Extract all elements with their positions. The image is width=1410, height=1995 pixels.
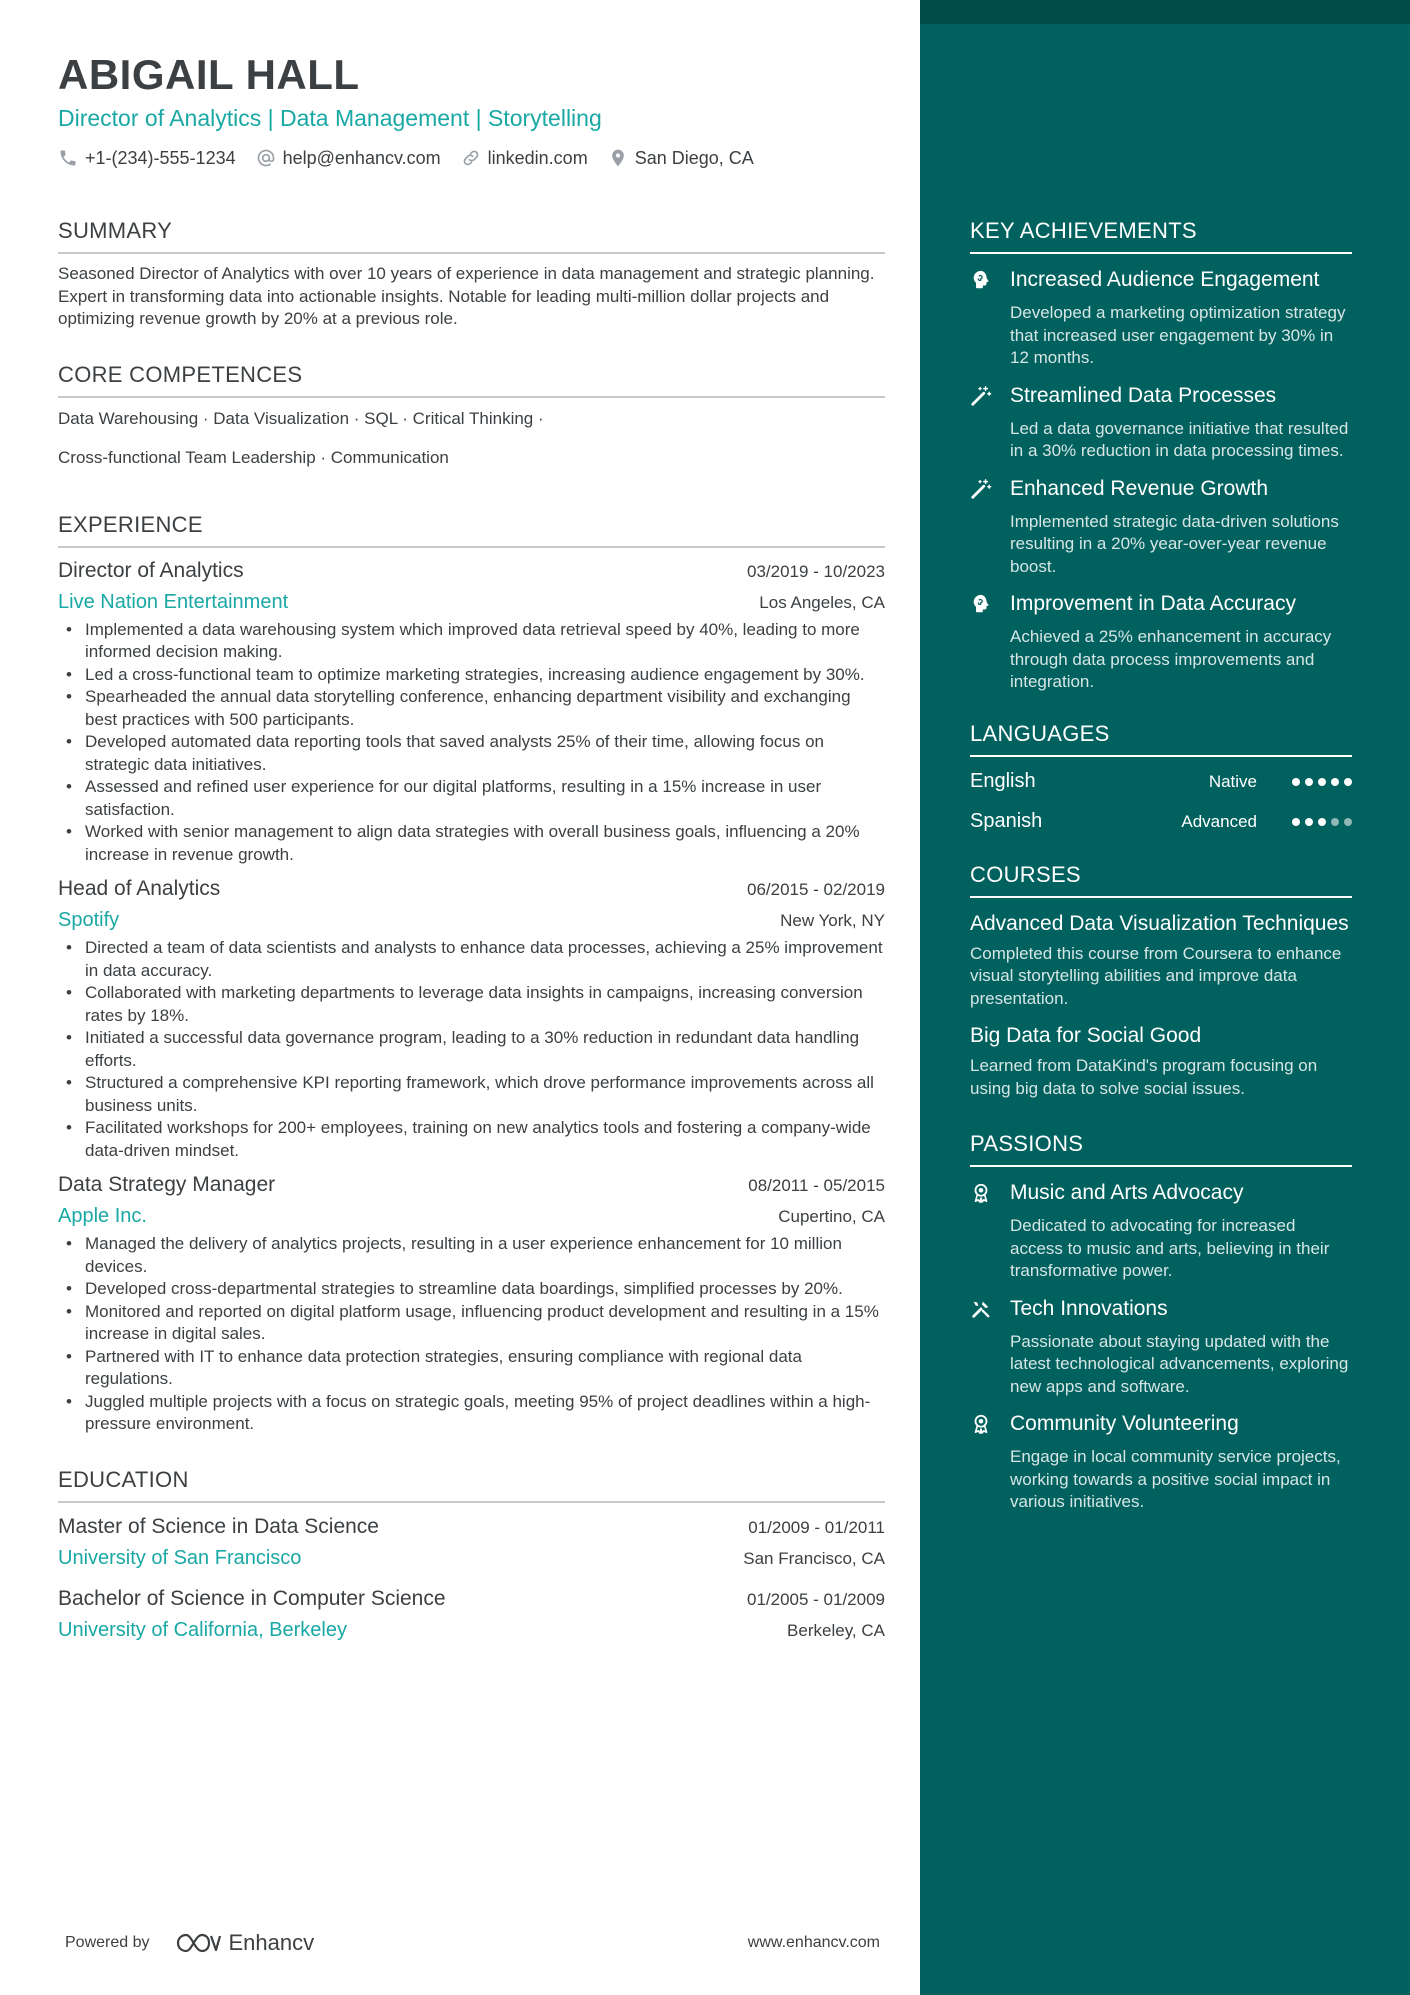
language-name: English: [970, 770, 1036, 792]
degree-school-row: [58, 1613, 885, 1643]
passion-item-body: [1010, 1179, 1352, 1283]
job-bullets: [58, 619, 885, 867]
enhancv-brand-text: Enhancv: [228, 1930, 315, 1955]
job-bullet: • Collaborated with marketing departments to leverage data insights in campaigns, increasing conversion rates by 18%.: [58, 982, 885, 1027]
tools-icon: [970, 1295, 1010, 1399]
footer-site[interactable]: www.enhancv.com: [747, 1934, 880, 1951]
degree-school[interactable]: University of San Francisco: [58, 1546, 302, 1569]
passion-item: [970, 1410, 1352, 1514]
education-section: [58, 1466, 885, 1643]
sidebar-top-bar: [920, 0, 1410, 24]
phone-icon: [58, 148, 78, 168]
passions-title: PASSIONS: [970, 1130, 1352, 1167]
email-text: help@enhancv.com: [282, 147, 441, 168]
phone-text: +1-(234)-555-1234: [85, 147, 236, 168]
job-header-row: [58, 557, 885, 585]
candidate-name: ABIGAIL HALL: [58, 51, 360, 98]
passions-section: [970, 1130, 1352, 1514]
degree-entry: [58, 1513, 885, 1571]
rating-dot: [1331, 818, 1339, 826]
degree-header-row: [58, 1513, 885, 1541]
job-header-row: [58, 875, 885, 903]
rating-dot: [1331, 778, 1339, 786]
rating-dot: [1318, 778, 1326, 786]
degree-title: Master of Science in Data Science: [58, 1514, 379, 1538]
job-company[interactable]: Apple Inc.: [58, 1205, 147, 1227]
courses-title: COURSES: [970, 861, 1352, 898]
passion-list: [970, 1179, 1352, 1514]
course-item: [970, 910, 1352, 1011]
passion-item: [970, 1295, 1352, 1399]
job-entry: [58, 1171, 885, 1436]
degree-school[interactable]: University of California, Berkeley: [58, 1618, 347, 1641]
course-title: Big Data for Social Good: [970, 1024, 1202, 1047]
degree-list: [58, 1513, 885, 1643]
job-bullet: • Juggled multiple projects with a focus on strategic goals, meeting 95% of project deadlines within a high-pressure environment.: [58, 1391, 885, 1436]
job-bullet: • Initiated a successful data governance program, leading to a 30% reduction in redundant data handling efforts.: [58, 1027, 885, 1072]
passion-item-desc: Engage in local community service projects, working towards a positive social impact in various initiatives.: [1010, 1447, 1341, 1511]
passion-item-title: Tech Innovations: [1010, 1296, 1168, 1320]
location-pin-icon: [608, 148, 628, 168]
rating-dot: [1344, 818, 1352, 826]
degree-dates: 01/2009 - 01/2011: [748, 1517, 885, 1537]
job-dates: 03/2019 - 10/2023: [746, 561, 885, 581]
language-name: Spanish: [970, 810, 1043, 832]
summary-section: [58, 217, 885, 331]
degree-title: Bachelor of Science in Computer Science: [58, 1586, 446, 1610]
job-bullet: • Developed automated data reporting tools that saved analysts 25% of their time, allowing focus on strategic data initiatives.: [58, 731, 885, 776]
course-desc: Completed this course from Coursera to enhance visual storytelling abilities and improve data presentation.: [970, 943, 1342, 1008]
headline: Director of Analytics | Data Management | Storytelling: [58, 105, 602, 131]
achievements-section: [970, 217, 1352, 694]
job-dates: 06/2015 - 02/2019: [746, 880, 885, 899]
language-row: [970, 767, 1352, 797]
degree-school-row: [58, 1541, 885, 1571]
degree-entry: [58, 1585, 885, 1643]
passion-item-title: Music and Arts Advocacy: [1010, 1181, 1244, 1204]
job-bullet: • Spearheaded the annual data storytelling conference, enhancing department visibility and exchanging best practices with 500 participants.: [58, 686, 885, 731]
achievement-item-title: Streamlined Data Processes: [1010, 383, 1277, 407]
achievement-item-desc: Developed a marketing optimization strategy that increased user engagement by 30% in 12 months.: [1010, 303, 1346, 367]
job-bullet: • Partnered with IT to enhance data protection strategies, ensuring compliance with regional data regulations.: [58, 1346, 885, 1391]
job-bullet: • Led a cross-functional team to optimize marketing strategies, increasing audience engagement by 30%.: [58, 664, 885, 687]
job-bullet: • Monitored and reported on digital platform usage, influencing product development and resulting in a 15% increase in digital sales.: [58, 1301, 885, 1346]
location-text: San Diego, CA: [634, 147, 754, 168]
passion-item-desc: Passionate about staying updated with the latest technological advancements, exploring new apps and software.: [1010, 1331, 1349, 1396]
job-bullet: • Structured a comprehensive KPI reporting framework, which drove performance improvements across all business units.: [58, 1072, 885, 1117]
summary-title: SUMMARY: [58, 217, 885, 254]
award-icon: [970, 1410, 1010, 1514]
powered-by: [65, 1930, 314, 1956]
contact-bar: [58, 145, 885, 171]
job-bullet: • Worked with senior management to align data strategies with overall business goals, influencing a 20% increase in revenue growth.: [58, 821, 885, 866]
job-company-row: [58, 903, 885, 933]
achievement-item: [970, 382, 1352, 463]
award-icon: [970, 1179, 1010, 1283]
passion-item: [970, 1179, 1352, 1283]
job-bullet: • Directed a team of data scientists and analysts to enhance data processes, achieving a 25% improvement in data accuracy.: [58, 937, 885, 982]
achievement-list: [970, 266, 1352, 694]
job-dates: 08/2011 - 05/2015: [748, 1176, 885, 1195]
rating-dot: [1305, 818, 1313, 826]
link-icon: [461, 148, 481, 168]
job-entry: [58, 875, 885, 1162]
linkedin-text: linkedin.com: [487, 147, 588, 168]
job-title: Head of Analytics: [58, 877, 221, 900]
summary-text: Seasoned Director of Analytics with over 10 years of experience in data management and strategic planning. Expert in transforming data into actionable insights. Notable for leading multi-million dollar projects and optimizing revenue growth by 20% at a previous role.: [58, 264, 875, 328]
achievement-item-title: Improvement in Data Accuracy: [1010, 592, 1296, 615]
experience-section: [58, 511, 885, 1436]
course-desc: Learned from DataKind's program focusing on using big data to solve social issues.: [970, 1056, 1318, 1098]
job-bullets: [58, 937, 885, 1162]
rating-dot: [1292, 778, 1300, 786]
achievement-item-desc: Achieved a 25% enhancement in accuracy through data process improvements and integration.: [1010, 627, 1332, 691]
rating-dot: [1318, 818, 1326, 826]
language-list: [970, 767, 1352, 837]
sidebar: [920, 0, 1410, 1995]
language-level: Advanced: [1181, 811, 1257, 831]
job-bullet: • Facilitated workshops for 200+ employees, training on new analytics tools and fostering a company-wide data-driven mindset.: [58, 1117, 885, 1162]
achievement-item-body: [1010, 382, 1352, 463]
courses-section: [970, 861, 1352, 1101]
brain-icon: [970, 266, 1010, 370]
achievement-item-body: [1010, 266, 1352, 370]
job-title: Data Strategy Manager: [58, 1173, 276, 1196]
achievements-title: KEY ACHIEVEMENTS: [970, 217, 1352, 254]
passion-item-desc: Dedicated to advocating for increased access to music and arts, believing in their transformative power.: [1010, 1216, 1330, 1280]
degree-location: San Francisco, CA: [743, 1548, 885, 1568]
achievement-item-body: [1010, 590, 1352, 694]
job-company[interactable]: Spotify: [58, 909, 120, 931]
job-bullets: [58, 1233, 885, 1436]
rating-dot: [1305, 778, 1313, 786]
job-bullet: • Developed cross-departmental strategies to streamline data boardings, simplified processes by 20%.: [58, 1278, 885, 1301]
achievement-item: [970, 475, 1352, 579]
rating-dot: [1344, 778, 1352, 786]
language-row: [970, 807, 1352, 837]
competences-title: CORE COMPETENCES: [58, 361, 885, 398]
languages-title: LANGUAGES: [970, 720, 1352, 757]
achievement-item-desc: Led a data governance initiative that resulted in a 30% reduction in data processing times.: [1010, 418, 1349, 460]
job-location: New York, NY: [780, 911, 885, 930]
competences-line-2: Cross-functional Team Leadership · Communication: [58, 447, 449, 467]
achievement-item-title: Enhanced Revenue Growth: [1010, 476, 1268, 500]
competences-section: [58, 361, 885, 469]
job-bullet: • Managed the delivery of analytics projects, resulting in a user experience enhancement for 10 million devices.: [58, 1233, 885, 1278]
passion-item-body: [1010, 1295, 1352, 1399]
degree-dates: 01/2005 - 01/2009: [746, 1589, 885, 1609]
contact-phone[interactable]: [58, 148, 236, 169]
enhancv-logo[interactable]: [175, 1930, 315, 1956]
competences-line-1: Data Warehousing · Data Visualization · SQL · Critical Thinking ·: [58, 408, 544, 428]
achievement-item: [970, 266, 1352, 370]
job-company-row: [58, 1199, 885, 1229]
achievement-item-title: Increased Audience Engagement: [1010, 268, 1320, 291]
achievement-item: [970, 590, 1352, 694]
job-bullet: • Implemented a data warehousing system which improved data retrieval speed by 40%, leading to more informed decision making.: [58, 619, 885, 664]
footer: [65, 1930, 880, 1956]
contact-linkedin[interactable]: [461, 148, 588, 169]
degree-header-row: [58, 1585, 885, 1613]
at-icon: [256, 148, 276, 168]
job-location: Cupertino, CA: [778, 1207, 885, 1226]
job-title: Director of Analytics: [58, 558, 244, 582]
job-company-row: [58, 585, 885, 615]
job-bullet: • Assessed and refined user experience for our digital platforms, resulting in a 15% increase in user satisfaction.: [58, 776, 885, 821]
magic-wand-icon: [970, 382, 1010, 463]
course-title: Advanced Data Visualization Techniques: [970, 911, 1349, 935]
contact-location: [608, 148, 754, 169]
language-level: Native: [1208, 771, 1257, 791]
contact-email[interactable]: [256, 148, 441, 169]
experience-title: EXPERIENCE: [58, 511, 885, 548]
language-rating: [1287, 778, 1352, 786]
degree-location: Berkeley, CA: [787, 1620, 885, 1640]
language-rating: [1287, 818, 1352, 826]
magic-wand-icon: [970, 475, 1010, 579]
job-company[interactable]: Live Nation Entertainment: [58, 590, 289, 613]
job-header-row: [58, 1171, 885, 1199]
passion-item-body: [1010, 1410, 1352, 1514]
languages-section: [970, 720, 1352, 837]
achievement-item-desc: Implemented strategic data-driven solutions resulting in a 20% year-over-year revenue boost.: [1010, 511, 1339, 576]
powered-by-label: Powered by: [65, 1934, 150, 1951]
course-list: [970, 910, 1352, 1101]
job-list: [58, 557, 885, 1436]
achievement-item-body: [1010, 475, 1352, 579]
job-location: Los Angeles, CA: [759, 592, 885, 612]
passion-item-title: Community Volunteering: [1010, 1412, 1239, 1435]
job-entry: [58, 557, 885, 867]
education-title: EDUCATION: [58, 1466, 885, 1503]
enhancv-logo-icon: [175, 1931, 221, 1955]
brain-icon: [970, 590, 1010, 694]
rating-dot: [1292, 818, 1300, 826]
course-item: [970, 1022, 1352, 1100]
